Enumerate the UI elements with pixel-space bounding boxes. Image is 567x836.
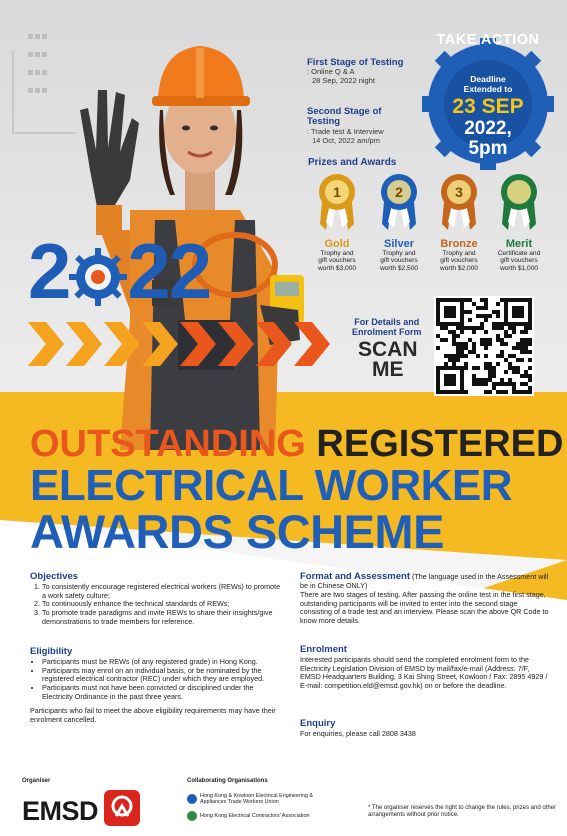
first-stage-title: First Stage of Testing [307, 57, 404, 68]
heading-outstanding: OUTSTANDING [30, 423, 306, 465]
take-action-badge [422, 24, 554, 170]
medal-rank: 1 [333, 184, 341, 200]
emsd-logo-icon [104, 790, 140, 826]
union-name-line-1: Hong Kong & Kowloon Electrical Engineering & [200, 793, 313, 799]
first-stage [307, 58, 417, 86]
format-title: Format and Assessment [300, 571, 410, 582]
medal-desc-line: worth $2,500 [379, 264, 419, 272]
year-digit-2: 2 [28, 227, 70, 315]
deadline-year: 2022, [464, 118, 512, 139]
deadline-time: 5pm [468, 138, 508, 159]
medal-gold [306, 172, 368, 272]
medal-icon [314, 172, 360, 232]
enrolment-section [300, 644, 550, 691]
dots-decoration [28, 28, 50, 100]
emsd-logo-text: EMSD [22, 796, 99, 826]
collaborators-label: Collaborating Organisations [187, 778, 268, 784]
second-stage-title: Second Stage of Testing [307, 106, 382, 128]
medal-desc-line: gift vouchers [500, 257, 538, 265]
medal-desc-line: gift vouchers [440, 257, 478, 265]
medal-desc-line: gift vouchers [318, 257, 356, 265]
eligibility-section [30, 646, 282, 724]
objectives-list [30, 583, 282, 626]
format-text: There are two stages of testing. After passing the online test in the first stage, outstanding participants will be invited to enter into the second stage consisting of a trade test and an interview. Please scan the above QR Code to know more details. [300, 590, 549, 625]
medal-desc-line: worth $2,000 [439, 264, 479, 272]
objectives-title: Objectives [30, 571, 79, 582]
heading-line-3: AWARDS SCHEME [30, 505, 444, 558]
year-digits-22: 22 [127, 227, 211, 315]
union-logo-icon [187, 794, 197, 804]
medal-desc-line: Trophy and [442, 250, 476, 257]
medal-icon [436, 172, 482, 232]
medal-desc-line: Trophy and [382, 250, 416, 257]
scan-word: SCAN [358, 338, 418, 361]
enrolment-title: Enrolment [300, 644, 347, 655]
medal-merit [488, 172, 550, 272]
take-action-title: TAKE ACTION [436, 32, 540, 48]
medal-desc-line: Certificate and [497, 250, 541, 257]
medal-desc-line: worth $1,000 [499, 264, 539, 272]
scan-me-label [358, 340, 418, 380]
collaborator-association: Hong Kong Electrical Contractors' Association [200, 813, 310, 819]
heading-line-1 [30, 425, 563, 463]
objectives-section [30, 571, 282, 626]
heading-line-2: ELECTRICAL WORKER [30, 461, 513, 510]
medal-desc-line: gift vouchers [380, 257, 418, 265]
collaborator-union [200, 793, 313, 805]
deadline-label: Deadline Extended to [463, 74, 513, 95]
medal-name: Gold [324, 238, 350, 250]
enquiry-section [300, 718, 550, 739]
prizes-title: Prizes and Awards [308, 157, 397, 168]
first-stage-detail: : Online Q & A [307, 67, 355, 77]
second-stage-detail: : Trade test & Interview [307, 126, 384, 136]
eligibility-item: • Participants must be REWs (of any registered grade) in Hong Kong. [42, 658, 282, 667]
qr-code[interactable] [434, 296, 534, 396]
enrolment-text: Interested participants should send the completed enrolment form to the Electricity Legislation Division of EMSD by mail/fax/e-mail (Address: 7/F, EMSD Headquarters Building, 3 Kai Shing Street, Kowloon / Fax: 2895 4929 / E-mail: competition.eld@emsd.gov.hk) on or before the deadline. [300, 655, 548, 690]
eligibility-item: • Participants may enrol on an individual basis, or be nominated by the registered electrical contractor (REC) under which they are employed. [42, 667, 282, 684]
enquiry-text: For enquiries, please call 2808 3438 [300, 729, 416, 738]
medal-silver [368, 172, 430, 272]
medal-desc-line: worth $3,000 [317, 264, 357, 272]
medal-desc-line: Trophy and [320, 250, 354, 257]
medal-name: Silver [384, 238, 414, 250]
chevron-arrows [28, 322, 348, 366]
details-line-2: Enrolment Form [352, 326, 422, 337]
second-stage-date: 14 Oct, 2022 am/pm [312, 135, 380, 145]
eligibility-item: • Participants must not have been convicted or disciplined under the Electricity Ordinance in the past three years. [42, 684, 282, 701]
enquiry-title: Enquiry [300, 718, 336, 729]
details-label [352, 318, 422, 338]
eligibility-list [30, 658, 282, 701]
medal-rank: 2 [395, 184, 403, 200]
medal-icon [496, 172, 542, 232]
eligibility-title: Eligibility [30, 646, 73, 657]
organiser-label: Organiser [22, 778, 51, 784]
objective-item: 1. To consistently encourage registered electrical workers (REWs) to promote a work safety culture; [42, 583, 282, 600]
deadline-date: 23 SEP [452, 95, 524, 118]
first-stage-date: 28 Sep, 2022 night [312, 76, 375, 86]
medal-rank: 3 [455, 184, 463, 200]
objective-item: 2. To continuously enhance the technical standards of REWs; [42, 600, 282, 609]
objective-item: 3. To promote trade paradigms and invite REWs to share their insights/give demonstrations to trade members for reference. [42, 609, 282, 626]
gear-icon [69, 248, 127, 306]
me-word: ME [372, 357, 404, 381]
union-name-line-2: Appliances Trade Workers Union [200, 799, 279, 806]
format-section [300, 571, 550, 626]
year-2022 [28, 227, 211, 315]
medal-name: Bronze [440, 238, 478, 250]
association-logo-icon [187, 811, 197, 821]
heading-registered: REGISTERED [316, 423, 564, 465]
medal-bronze [428, 172, 490, 272]
eligibility-note: Participants who fail to meet the above eligibility requirements may have their enrolment cancelled. [30, 706, 276, 724]
second-stage [307, 107, 417, 145]
medal-icon [376, 172, 422, 232]
disclaimer: * The organiser reserves the right to change the rules, prizes and other arrangements without prior notice. [368, 805, 556, 819]
medal-name: Merit [505, 238, 533, 250]
details-line-1: For Details and [354, 317, 420, 327]
format-language-note: (The language used in the Assessment will be in Chinese ONLY) [300, 572, 549, 591]
